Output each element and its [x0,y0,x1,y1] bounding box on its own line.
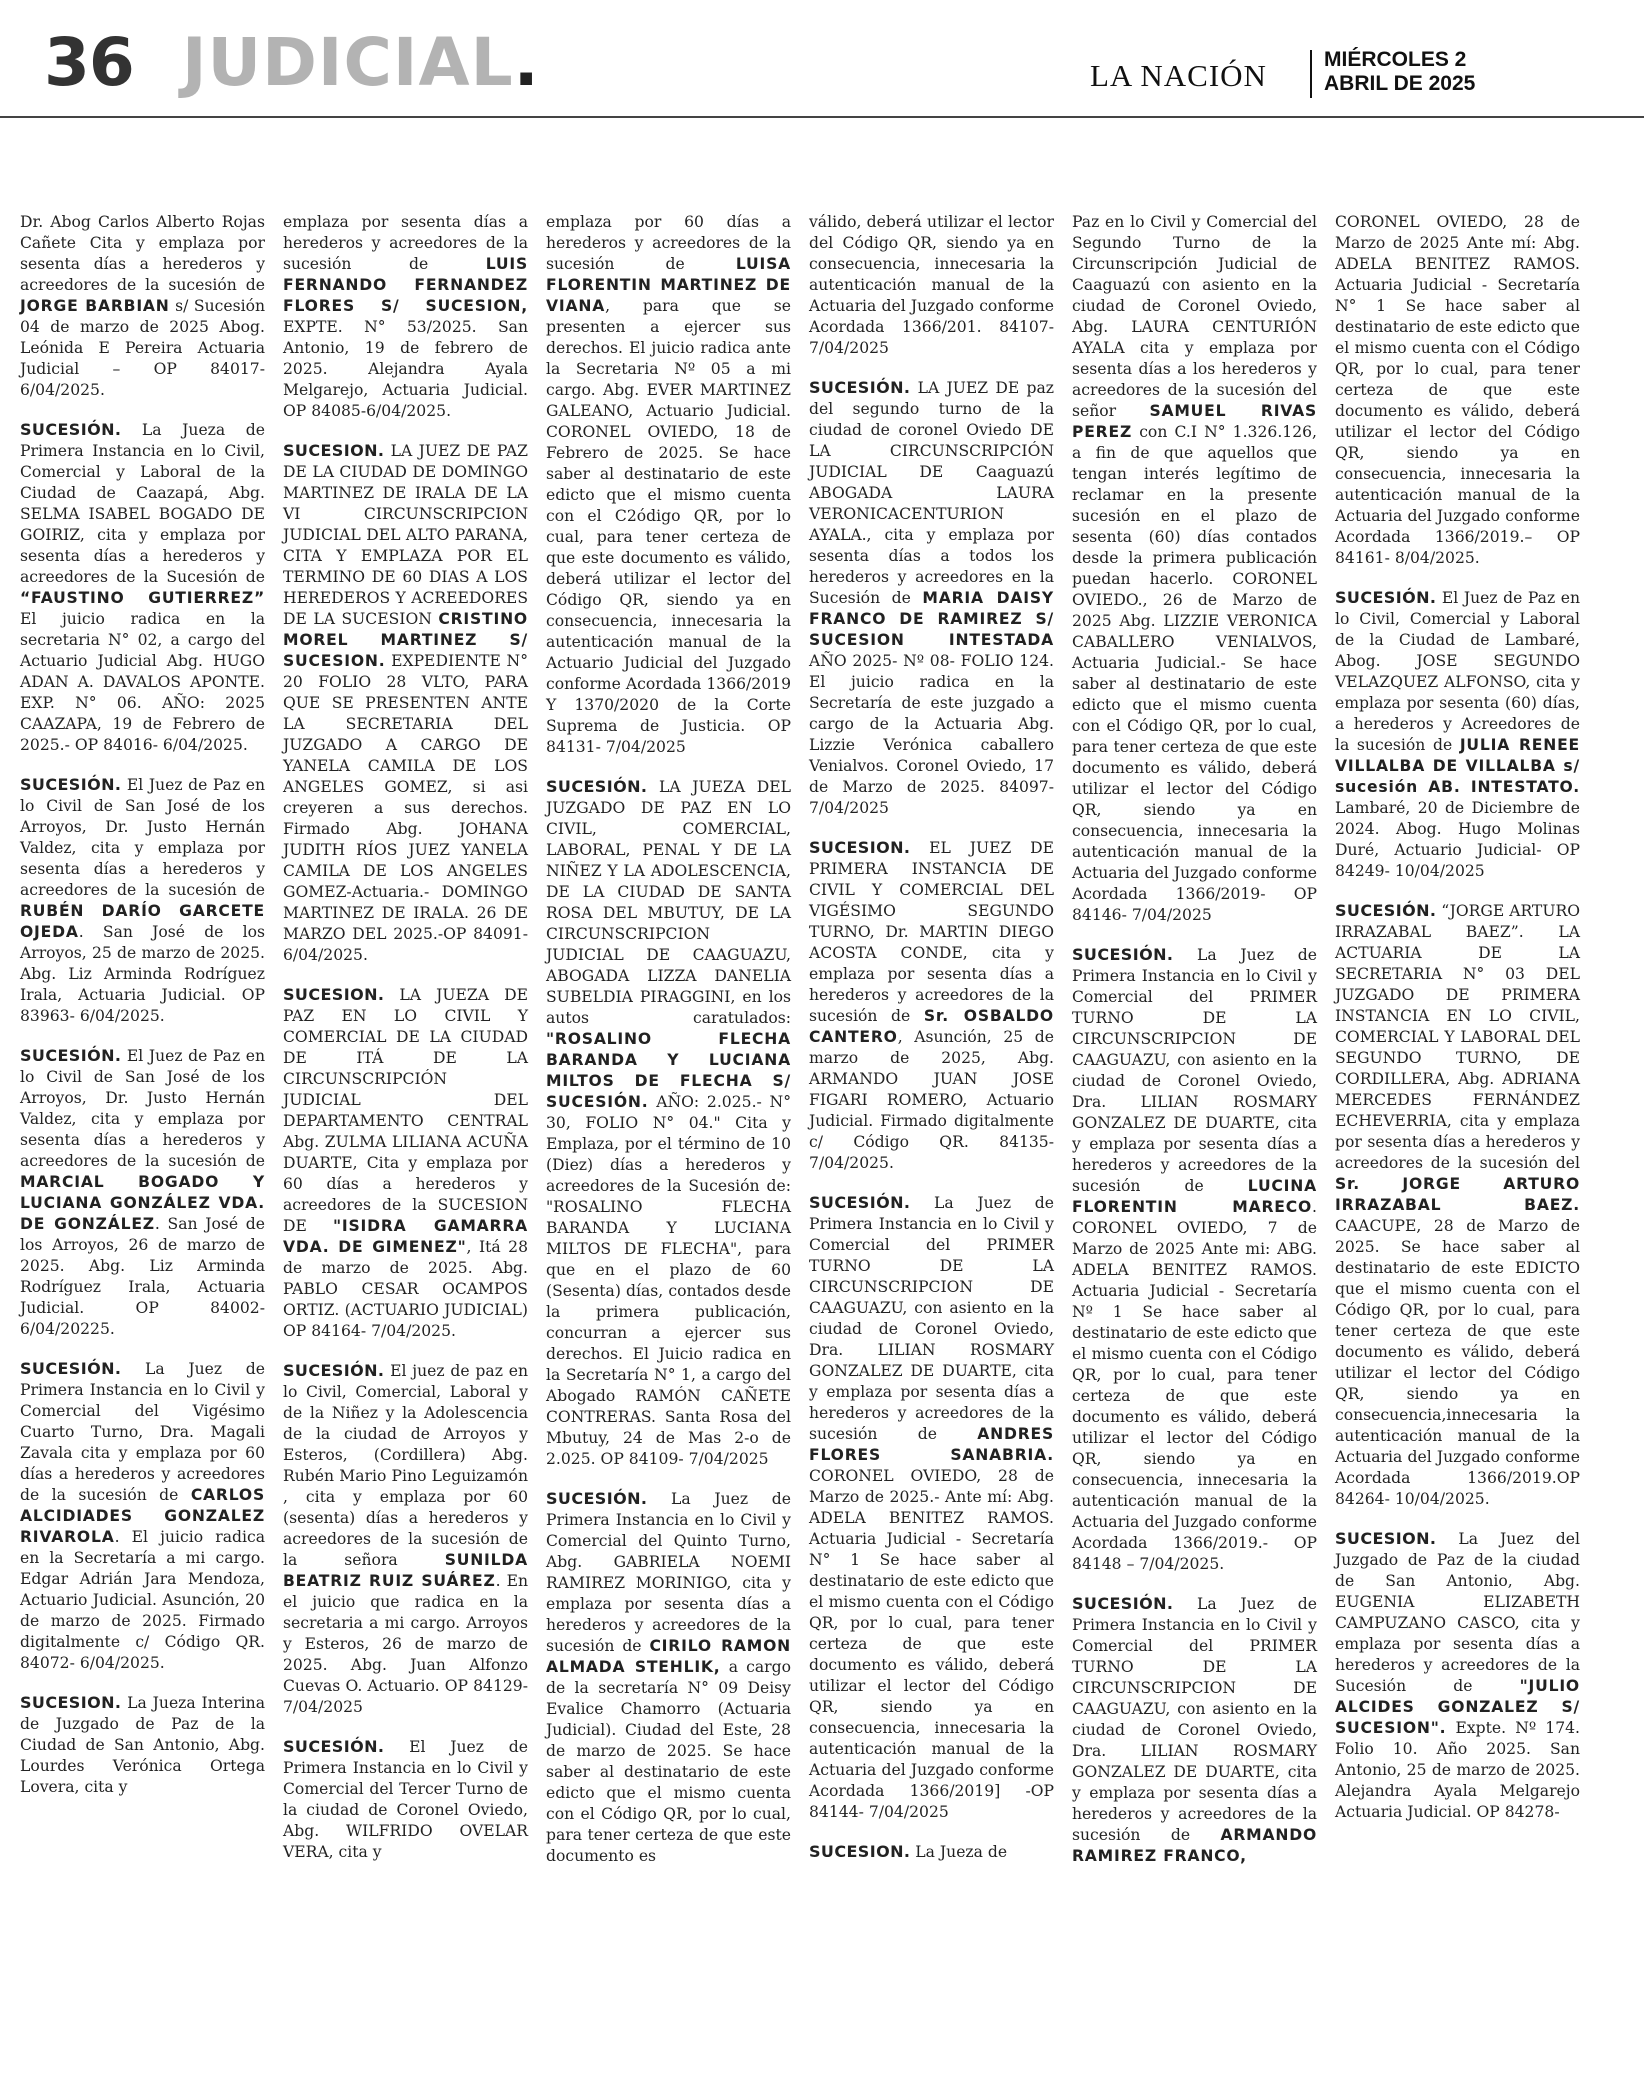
legal-notice [809,837,1054,1174]
legal-notice [20,1358,265,1674]
notice-body: “JORGE ARTURO IRRAZABAL BAEZ”. LA ACTUARIA DE LA SECRETARIA N° 03 DEL JUZGADO DE PRIMERA INSTANCIA EN LO CIVIL, COMERCIAL Y LABORAL DEL SEGUNDO TURNO, DE CORDILLERA, Abg. ADRIANA MERCEDES FERNÁNDEZ ECHEVERRIA, cita y emplaza por sesenta días a herederos y acreedores de la sucesión del [1335,902,1580,1172]
notice-body: . En el juicio que radica en la secretaria a mi cargo. Arroyos y Esteros, 26 de marzo de 2025. Abg. Juan Alfonzo Cuevas O. Actuario. OP 84129- 7/04/2025 [283,1572,529,1716]
notice-body: La Juez de Primera Instancia en lo Civil y Comercial del PRIMER TURNO DE LA CIRCUNSCRIPCION DE CAAGUAZU, con asiento en la ciudad de Coronel Oviedo, Dra. LILIAN ROSMARY GONZALEZ DE DUARTE, cita y emplaza por sesenta días a herederos y acreedores de la sucesión de [1072,946,1317,1195]
notice-heading: SUCESIÓN. [1335,588,1437,607]
notice-heading: SUCESIÓN. [809,1193,911,1212]
legal-notice [1335,1528,1580,1823]
notice-party-name: CRISTINO MOREL MARTINEZ S/ SUCESION. [283,610,528,670]
notice-body: EXPTE. N° 53/2025. San Antonio, 19 de febrero de 2025. Alejandra Ayala Melgarejo, Actuaria Judicial. OP 84085-6/04/2025. [283,318,528,420]
notice-body: Dr. Abog Carlos Alberto Rojas Cañete Cita y emplaza por sesenta días a herederos y acreedores de la sucesión de [20,213,265,294]
issue-month-year: ABRIL DE 2025 [1324,72,1476,95]
notice-body: LA JUEZA DE PAZ EN LO CIVIL Y COMERCIAL DE LA CIUDAD DE ITÁ DE LA CIRCUNSCRIPCIÓN JUDICIAL DEL DEPARTAMENTO CENTRAL Abg. ZULMA LILIANA ACUÑA DUARTE, Cita y emplaza por 60 días a herederos y acreedores de la SUCESION DE [283,986,528,1235]
notice-heading: SUCESIÓN. [1072,945,1174,964]
notice-party-name: Sr. JORGE ARTURO IRRAZABAL BAEZ. [1335,1175,1580,1214]
newspaper-logo: LA NACIÓN [1090,58,1267,93]
header-divider [1310,50,1312,98]
classifieds-columns [20,212,1580,2073]
notice-body: válido, deberá utilizar el lector del Código QR, siendo ya en consecuencia, innecesaria la autenticación manual de la Actuaria del Juzgado conforme Acordada 1366/201. 84107- 7/04/2025 [809,213,1054,357]
legal-notice [1072,1593,1317,1867]
notice-body: s/ Sucesión 04 de marzo de 2025 Abog. Leónida E Pereira Actuaria Judicial – OP 84017- 6/04/2025. [20,297,265,399]
notice-heading: SUCESIÓN. [546,777,648,796]
notice-party-name: LUCINA FLORENTIN MARECO [1072,1177,1317,1216]
notice-body: AÑO: 2.025.- N° 30, FOLIO N° 04." Cita y Emplaza, por el término de 10 (Diez) días a herederos y acreedores de la Sucesión de: "ROSALINO FLECHA BARANDA Y LUCIANA MILTOS DE FLECHA", para que en el plazo de 60 (Sesenta) días, contados desde la primera publicación, concurran a ejercer sus derechos. El Juicio radica en la Secretaría N° 1, a cargo del Abogado RAMÓN CAÑETE CONTRERAS. Santa Rosa del Mbutuy, 24 de Mas 2-o de 2.025. OP 84109- 7/04/2025 [546,1093,791,1468]
notice-body: La Juez de Primera Instancia en lo Civil y Comercial del PRIMER TURNO DE LA CIRCUNSCRIPCION DE CAAGUAZU, con asiento en la ciudad de Coronel Oviedo, Dra. LILIAN ROSMARY GONZALEZ DE DUARTE, cita y emplaza por sesenta días a herederos y acreedores de la sucesión de [809,1194,1054,1443]
notice-body: La Juez de Primera Instancia en lo Civil y Comercial del Vigésimo Cuarto Turno, Dra. Magali Zavala cita y emplaza por 60 días a herederos y acreedores de la sucesión de [20,1360,265,1504]
notice-body: CORONEL OVIEDO, 28 de Marzo de 2025 Ante mí: Abg. ADELA BENITEZ RAMOS. Actuaria Judicial - Secretaría N° 1 Se hace saber al destinatario de este edicto que el mismo cuenta con el Código QR, por lo cual, para tener certeza de que este documento es válido, deberá utilizar el lector del Código QR, siendo ya en consecuencia, innecesaria la autenticación manual de la Actuaria del Juzgado conforme Acordada 1366/2019.– OP 84161- 8/04/2025. [1335,213,1580,567]
notice-body: Paz en lo Civil y Comercial del Segundo Turno de la Circunscripción Judicial de Caaguazú con asiento en la ciudad de Coronel Oviedo, Abg. LAURA CENTURIÓN AYALA cita y emplaza por sesenta días a los herederos y acreedores de la sucesión del señor [1072,213,1317,420]
legal-notice [809,1841,1054,1863]
notice-body: EXPEDIENTE N° 20 FOLIO 28 VLTO, PARA QUE SE PRESENTEN ANTE LA SECRETARIA DEL JUZGADO A CARGO DE YANELA CAMILA DE LOS ANGELES GOMEZ, si asi creyeren a sus derechos. Firmado Abg. JOHANA JUDITH RÍOS JUEZ YANELA CAMILA DE LOS ANGELES GOMEZ-Actuaria.- DOMINGO MARTINEZ DE IRALA. 26 DE MARZO DEL 2025.-OP 84091- 6/04/2025. [283,652,528,964]
notice-body: . CORONEL OVIEDO, 7 de Marzo de 2025 Ante mi: ABG. ADELA BENITEZ RAMOS. Actuaria Judicial - Secretaría Nº 1 Se hace saber al destinatario de este edicto que el mismo cuenta con el Código QR, por lo cual, para tener certeza de que este documento es válido, deberá utilizar el lector del Código QR, siendo ya en consecuencia, innecesaria la autenticación manual de la Actuaria del Juzgado conforme Acordada 1366/2019.- OP 84148 – 7/04/2025. [1072,1198,1317,1573]
notice-party-name: "ISIDRA GAMARRA VDA. DE GIMENEZ" [283,1217,528,1256]
notice-body: La Juez de Primera Instancia en lo Civil y Comercial del PRIMER TURNO DE LA CIRCUNSCRIPCION DE CAAGUAZU, con asiento en la ciudad de Coronel Oviedo, Dra. LILIAN ROSMARY GONZALEZ DE DUARTE, cita y emplaza por sesenta días a herederos y acreedores de la sucesión de [1072,1595,1317,1844]
notice-body: El Juez de Paz en lo Civil de San José de los Arroyos, Dr. Justo Hernán Valdez, cita y emplaza por sesenta días a herederos y acreedores de la sucesión de [20,776,265,899]
notice-heading: SUCESION. [283,985,385,1004]
notice-party-name: CARLOS ALCIDIADES GONZALEZ RIVAROLA [20,1486,265,1546]
legal-notice [283,440,528,966]
notice-party-name: JULIA RENEE VILLALBA DE VILLALBA s/ sucesión AB. INTESTATO. [1335,736,1580,796]
notice-body: El Juez de Paz en lo Civil, Comercial y Laboral de la Ciudad de Lambaré, Abog. JOSE SEGUNDO VELAZQUEZ ALFONSO, cita y emplaza por sesenta (60) días, a herederos y Acreedores de la sucesión de [1335,589,1580,754]
notice-heading: SUCESION. [1335,1529,1437,1548]
column-2 [283,212,528,2073]
notice-party-name: CIRILO RAMON ALMADA STEHLIK, [546,1637,791,1676]
notice-heading: SUCESIÓN. [1072,1594,1174,1613]
notice-party-name: MARCIAL BOGADO Y LUCIANA GONZÁLEZ VDA. DE GONZÁLEZ [20,1173,265,1233]
legal-notice [546,776,791,1470]
notice-party-name: RUBÉN DARÍO GARCETE OJEDA [20,902,265,941]
notice-heading: SUCESIÓN. [546,1489,648,1508]
notice-heading: SUCESION. [809,1842,911,1861]
notice-body: CORONEL OVIEDO, 28 de Marzo de 2025.- Ante mí: Abg. ADELA BENITEZ RAMOS. Actuaria Judicial - Secretaría N° 1 Se hace saber al destinatario de este edicto que el mismo cuenta con el Código QR, por lo cual, para tener certeza de que este documento es válido, deberá utilizar el lector del Código QR, siendo ya en consecuencia, innecesaria la autenticación manual de la Actuaria del Juzgado conforme Acordada 1366/2019] -OP 84144- 7/04/2025 [809,1467,1054,1821]
legal-notice [546,1488,791,1867]
legal-notice [809,377,1054,819]
notice-heading: SUCESIÓN. [20,1359,122,1378]
column-5 [1072,212,1317,2073]
page-number: 36 [44,24,134,101]
header-rule [0,116,1644,118]
section-title: JUDICIAL. [182,24,540,101]
notice-heading: SUCESIÓN. [20,420,122,439]
legal-notice [20,419,265,756]
notice-party-name: MARIA DAISY FRANCO DE RAMIREZ S/ SUCESION INTESTADA [809,589,1054,649]
notice-heading: SUCESIÓN. [283,1737,385,1756]
legal-notice [809,212,1054,359]
notice-body: CAACUPE, 28 de Marzo de 2025. Se hace saber al destinatario de este EDICTO que el mismo cuenta con el Código QR, por lo cual, para tener certeza de que este documento es válido, deberá utilizar el lector del Código QR, siendo ya en consecuencia,innecesaria la autenticación manual de la Actuaria del Juzgado conforme Acordada 1366/2019.OP 84264- 10/04/2025. [1335,1217,1580,1508]
notice-party-name: ARMANDO RAMIREZ FRANCO, [1072,1826,1317,1865]
notice-body: con C.I N° 1.326.126, a fin de que aquellos que tengan interés legítimo de reclamar en la presente sucesión en el plazo de sesenta (60) días contados desde la primera publicación puedan hacerlo. CORONEL OVIEDO., 26 de Marzo de 2025 Abg. LIZZIE VERONICA CABALLERO VENIALVOS, Actuaria Judicial.- Se hace saber al destinatario de este edicto que el mismo cuenta con el Código QR, por lo cual, para tener certeza de que este documento es válido, deberá utilizar el lector del Código QR, siendo ya en consecuencia, innecesaria la autenticación manual de la Actuaria del Juzgado conforme Acordada 1366/2019- OP 84146- 7/04/2025 [1072,423,1317,924]
column-4 [809,212,1054,2073]
notice-body: Expte. Nº 174. Folio 10. Año 2025. San Antonio, 25 de marzo de 2025. Alejandra Ayala Melgarejo Actuaria Judicial. OP 84278- [1335,1719,1580,1821]
notice-party-name: LUIS FERNANDO FERNANDEZ FLORES S/ SUCESION, [283,255,528,315]
notice-body: LA JUEZA DEL JUZGADO DE PAZ EN LO CIVIL, COMERCIAL, LABORAL, PENAL Y DE LA NIÑEZ Y LA ADOLESCENCIA, DE LA CIUDAD DE SANTA ROSA DEL MBUTUY, DE LA CIRCUNSCRIPCION JUDICIAL DE CAAGUAZU, ABOGADA LIZZA DANELIA SUBELDIA PIRAGGINI, en los autos caratulados: [546,778,791,1027]
notice-body: La Jueza de Primera Instancia en lo Civil, Comercial y Laboral de la Ciudad de Caazapá, Abg. SELMA ISABEL BOGADO DE GOIRIZ, cita y emplaza por sesenta días a herederos y acreedores de la Sucesión de [20,421,265,586]
notice-party-name: JORGE BARBIAN [20,297,170,315]
notice-body: . San José de los Arroyos, 26 de marzo de 2025. Abg. Liz Arminda Rodríguez Irala, Actuaria Judicial. OP 84002- 6/04/20225. [20,1215,265,1338]
notice-party-name: SAMUEL RIVAS PEREZ [1072,402,1318,441]
notice-body: AÑO 2025- Nº 08- FOLIO 124. El juicio radica en la Secretaría de este juzgado a cargo de la Actuaria Abg. Lizzie Verónica caballero Venialvos. Coronel Oviedo, 17 de Marzo de 2025. 84097- 7/04/2025 [809,652,1054,817]
notice-party-name: ANDRES FLORES SANABRIA. [809,1425,1054,1464]
notice-party-name: SUNILDA BEATRIZ RUIZ SUÁREZ [283,1551,528,1590]
legal-notice [20,212,265,401]
legal-notice [283,1736,528,1863]
legal-notice [1335,212,1580,569]
notice-heading: SUCESION. [20,1693,122,1712]
notice-body: La Juez del Juzgado de Paz de la ciudad de San Antonio, Abg. EUGENIA ELIZABETH CAMPUZANO CASCO, cita y emplaza por sesenta días a herederos y acreedores de la Sucesión de [1335,1530,1580,1695]
legal-notice [546,212,791,758]
notice-party-name: "ROSALINO FLECHA BARANDA Y LUCIANA MILTOS DE FLECHA S/ SUCESIÓN. [546,1030,791,1111]
notice-body: La Jueza Interina de Juzgado de Paz de la Ciudad de San Antonio, Abg. Lourdes Verónica Ortega Lovera, cita y [20,1694,265,1796]
notice-party-name: LUISA FLORENTIN MARTINEZ DE VIANA [546,255,791,315]
notice-body: LA JUEZ DE paz del segundo turno de la ciudad de coronel Oviedo DE LA CIRCUNSCRIPCIÓN JUDICIAL DE Caaguazú ABOGADA LAURA VERONICACENTURION AYALA., cita y emplaza por sesenta días a todos los herederos y acreedores en la Sucesión de [809,379,1054,607]
section-title-text: JUDICIAL [182,24,514,101]
notice-party-name: "JULIO ALCIDES GONZALEZ S/ SUCESION". [1335,1677,1580,1737]
notice-body: Lambaré, 20 de Diciembre de 2024. Abog. Hugo Molinas Duré, Actuario Judicial- OP 84249- 10/04/2025 [1335,799,1580,880]
legal-notice [283,1360,528,1718]
notice-body: EL JUEZ DE PRIMERA INSTANCIA DE CIVIL Y COMERCIAL DEL VIGÉSIMO SEGUNDO TURNO, Dr. MARTIN DIEGO ACOSTA CONDE, cita y emplaza por sesenta días a herederos y acreedores de la sucesión de [809,839,1054,1025]
notice-body: LA JUEZ DE PAZ DE LA CIUDAD DE DOMINGO MARTINEZ DE IRALA DE LA VI CIRCUNSCRIPCION JUDICIAL DEL ALTO PARANA, CITA Y EMPLAZA POR EL TERMINO DE 60 DIAS A LOS HEREDEROS Y ACREEDORES DE LA SUCESION [283,442,528,628]
notice-heading: SUCESIÓN. [20,775,122,794]
legal-notice [809,1192,1054,1823]
legal-notice [1335,587,1580,882]
notice-body: . San José de los Arroyos, 25 de marzo de 2025. Abg. Liz Arminda Rodríguez Irala, Actuaria Judicial. OP 83963- 6/04/2025. [20,923,265,1025]
notice-body: , Asunción, 25 de marzo de 2025, Abg. ARMANDO JUAN JOSE FIGARI ROMERO, Actuario Judicial. Firmado digitalmente c/ Código QR. 84135- 7/04/2025. [809,1028,1054,1172]
notice-body: . El juicio radica en la Secretaría a mi cargo. Edgar Adrián Jara Mendoza, Actuario Judicial. Asunción, 20 de marzo de 2025. Firmado digitalmente c/ Código QR. 84072- 6/04/2025. [20,1528,265,1672]
notice-heading: SUCESIÓN. [1335,901,1437,920]
issue-date [1324,48,1475,96]
notice-heading: SUCESIÓN. [283,1361,385,1380]
legal-notice [20,774,265,1027]
notice-body: El Juez de Paz en lo Civil de San José de los Arroyos, Dr. Justo Hernán Valdez, cita y emplaza por sesenta días a herederos y acreedores de la sucesión de [20,1047,265,1170]
notice-heading: SUCESIÓN. [809,378,911,397]
notice-party-name: “FAUSTINO GUTIERREZ” [20,589,265,607]
legal-notice [283,212,528,422]
notice-heading: SUCESIÓN. [20,1046,122,1065]
notice-body: emplaza por 60 días a herederos y acreedores de la sucesión de [546,213,791,273]
legal-notice [283,984,528,1342]
column-6 [1335,212,1580,2073]
legal-notice [20,1045,265,1340]
legal-notice [1072,212,1317,926]
notice-body: , Itá 28 de marzo de 2025. Abg. PABLO CESAR OCAMPOS ORTIZ. (ACTUARIO JUDICIAL) OP 84164- 7/04/2025. [283,1238,529,1340]
column-3 [546,212,791,2073]
masthead [0,0,1644,110]
column-1 [20,212,265,2073]
notice-body: a cargo de la secretaría N° 09 Deisy Evalice Chamorro (Actuaria Judicial). Ciudad del Este, 28 de marzo de 2025. Se hace saber al destinatario de este edicto que el mismo cuenta con el Código QR, por lo cual, para tener certeza de que este documento es [546,1658,791,1865]
legal-notice [20,1692,265,1798]
notice-heading: SUCESION. [809,838,911,857]
legal-notice [1072,944,1317,1575]
notice-body: , para que se presenten a ejercer sus derechos. El juicio radica ante la Secretaria Nº 05 a mi cargo. Abg. EVER MARTINEZ GALEANO, Actuario Judicial. CORONEL OVIEDO, 18 de Febrero de 2025. Se hace saber al destinatario de este edicto que el mismo cuenta con el C2ódigo QR, por lo cual, para tener certeza de que este documento es válido, deberá utilizar el lector del Código QR, siendo ya en consecuencia, innecesaria la autenticación manual de la Actuario Judicial del Juzgado conforme Acordada 1366/2019 Y 1370/2020 de la Corte Suprema de Justicia. OP 84131- 7/04/2025 [546,297,791,756]
notice-body: La Jueza de [910,1843,1008,1861]
issue-weekday: MIÉRCOLES 2 [1324,48,1467,71]
notice-heading: SUCESION. [283,441,385,460]
notice-body: El juez de paz en lo Civil, Comercial, Laboral y de la Niñez y la Adolescencia de la ciudad de Arroyos y Esteros, (Cordillera) Abg. Rubén Mario Pino Leguizamón , cita y emplaza por 60 (sesenta) días a herederos y acreedores de la sucesión de la señora [283,1362,528,1569]
legal-notice [1335,900,1580,1510]
notice-body: El Juez de Primera Instancia en lo Civil y Comercial del Tercer Turno de la ciudad de Coronel Oviedo, Abg. WILFRIDO OVELAR VERA, cita y [283,1738,528,1861]
notice-body: El juicio radica en la secretaria N° 02, a cargo del Actuario Judicial Abg. HUGO ADAN A. DAVALOS APONTE. EXP. N° 06. AÑO: 2025 CAAZAPA, 19 de Febrero de 2025.- OP 84016- 6/04/2025. [20,610,265,754]
notice-party-name: Sr. OSBALDO CANTERO [809,1007,1054,1046]
notice-body: emplaza por sesenta días a herederos y acreedores de la sucesión de [283,213,528,273]
notice-body: La Juez de Primera Instancia en lo Civil y Comercial del Quinto Turno, Abg. GABRIELA NOEMI RAMIREZ MORINIGO, cita y emplaza por sesenta días a herederos y acreedores de la sucesión de [546,1490,791,1655]
